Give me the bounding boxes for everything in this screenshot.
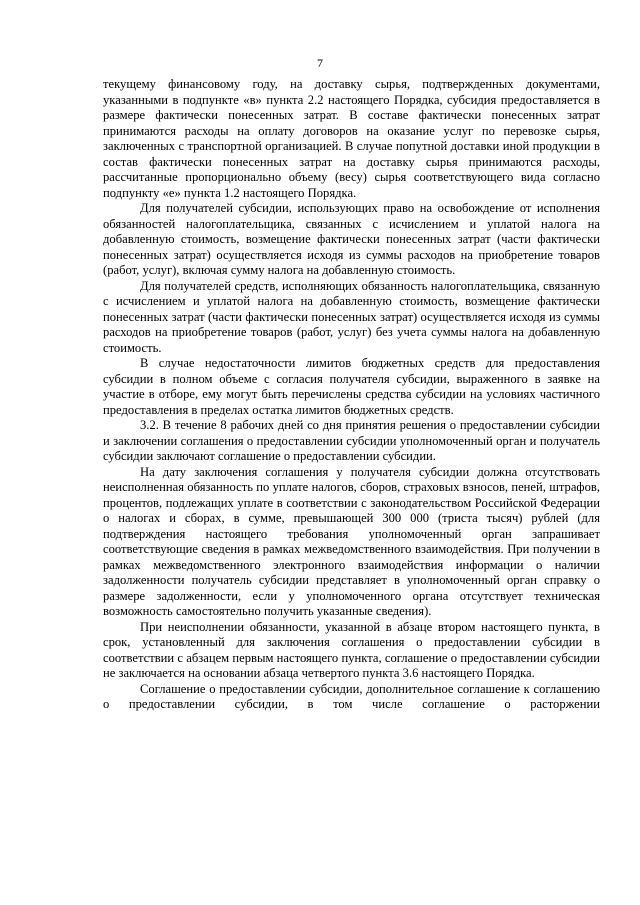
paragraph-section-3-2: 3.2. В течение 8 рабочих дней со дня принятия решения о предоставлении субсидии и заключении соглашения о предоставлении субсидии уполномоченный орган и получатель субсидии заключают соглашение о предоставлении субсидии. <box>103 418 600 463</box>
paragraph-vat-exempt-recipients: Для получателей субсидии, использующих право на освобождение от исполнения обязанностей налогоплательщика, связанных с исчислением и уплатой налога на добавленную стоимость, возмещение фактически понесенных затрат (части фактически понесенных затрат) осуществляется исходя из суммы расходов на приобретение товаров (работ, услуг), включая сумму налога на добавленную стоимость. <box>103 201 600 277</box>
paragraph-tax-debt-requirement: На дату заключения соглашения у получателя субсидии должна отсутствовать неисполненная обязанность по уплате налогов, сборов, страховых взносов, пеней, штрафов, процентов, подлежащих уплате в соответствии с законодательством Российской Федерации о налогах и сборах, в сумме, превышающей 300 000 (триста тысяч) рублей (для подтверждения настоящего требования уполномоченный орган запрашивает соответствующие сведения в рамках межведомственного взаимодействия. При получении в рамках межведомственного электронного взаимодействия информации о наличии задолженности получатель субсидии представляет в уполномоченный орган справку о размере задолженности, если у уполномоченного органа отсутствует техническая возможность самостоятельно получить указанные сведения). <box>103 464 600 618</box>
paragraph-non-fulfillment: При неисполнении обязанности, указанной в абзаце втором настоящего пункта, в срок, установленный для заключения соглашения о предоставлении субсидии в соответствии с абзацем первым настоящего пункта, соглашение о предоставлении субсидии не заключается на основании абзаца четвертого пункта 3.6 настоящего Порядка. <box>103 619 600 680</box>
paragraph-insufficient-limits: В случае недостаточности лимитов бюджетных средств для предоставления субсидии в полном объеме с согласия получателя субсидии, выраженного в заявке на участие в отборе, ему могут быть перечислены средства субсидии на условиях частичного предоставления в пределах остатка лимитов бюджетных средств. <box>103 356 600 417</box>
paragraph-delivery-costs: текущему финансовому году, на доставку сырья, подтвержденных документами, указанными в подпункте «в» пункта 2.2 настоящего Порядка, субсидия предоставляется в размере фактически понесенных затрат. В составе фактически понесенных затрат принимаются расходы на оплату договоров на оказание услуг по перевозке сырья, заключенных с транспортной организацией. В случае попутной доставки иной продукции в состав фактически понесенных затрат на доставку сырья принимаются расходы, рассчитанные пропорционально объему (весу) сырья соответствующего вида согласно подпункту «е» пункта 1.2 настоящего Порядка. <box>103 77 600 200</box>
paragraph-vat-paying-recipients: Для получателей средств, исполняющих обязанность налогоплательщика, связанную с исчислением и уплатой налога на добавленную стоимость, возмещение фактически понесенных затрат (части фактически понесенных затрат) осуществляется исходя из суммы расходов на приобретение товаров (работ, услуг) без учета суммы налога на добавленную стоимость. <box>103 278 600 355</box>
document-body <box>103 77 600 713</box>
page-number: 7 <box>317 56 323 70</box>
paragraph-agreement-forms: Соглашение о предоставлении субсидии, дополнительное соглашение к соглашению о предоставлении субсидии, в том числе соглашение о расторжении <box>103 681 600 711</box>
